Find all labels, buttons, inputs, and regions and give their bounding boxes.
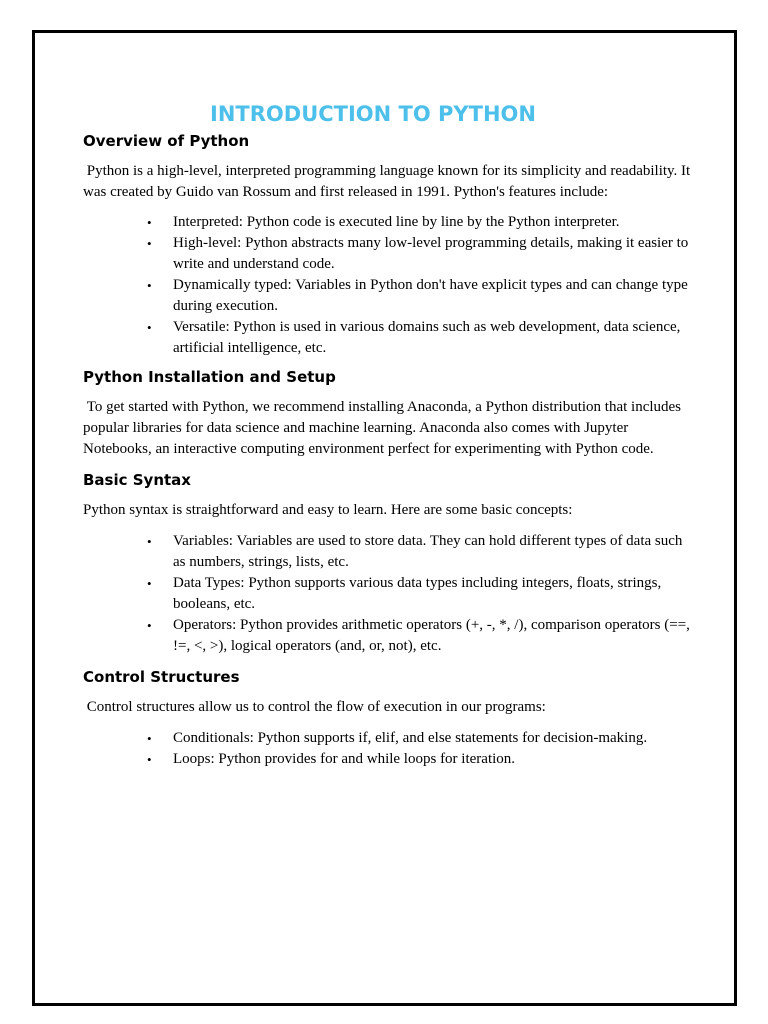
list-item: • Dynamically typed: Variables in Python don't have explicit types and can change type during execution. (83, 275, 693, 317)
list-item: • Variables: Variables are used to store data. They can hold different types of data such as numbers, strings, lists, etc. (83, 531, 693, 573)
section-heading-control-structures: Control Structures (83, 668, 240, 686)
list-item: • Conditionals: Python supports if, elif, and else statements for decision-making. (83, 728, 693, 749)
section-heading-overview: Overview of Python (83, 132, 250, 150)
section-paragraph-control-structures: Control structures allow us to control the flow of execution in our programs: (83, 699, 546, 715)
section-paragraph-basic-syntax: Python syntax is straightforward and easy to learn. Here are some basic concepts: (83, 502, 573, 518)
list-item: • Loops: Python provides for and while loops for iteration. (83, 749, 693, 770)
section-heading-installation: Python Installation and Setup (83, 368, 336, 386)
document-title: INTRODUCTION TO PYTHON (210, 102, 536, 126)
section-paragraph-overview: Python is a high-level, interpreted programming language known for its simplicity and readability. It was created by Guido van Rossum and first released in 1991. Python's features include: (83, 163, 694, 200)
list-item: • Versatile: Python is used in various domains such as web development, data science, artificial intelligence, etc. (83, 317, 693, 359)
list-item: • Interpreted: Python code is executed line by line by the Python interpreter. (83, 212, 693, 233)
section-heading-basic-syntax: Basic Syntax (83, 471, 191, 489)
section-paragraph-installation: To get started with Python, we recommend installing Anaconda, a Python distribution that includes popular libraries for data science and machine learning. Anaconda also comes with Jupyter Notebooks, an interactive computing environment perfect for experimenting with Python code. (83, 399, 685, 457)
list-item: • High-level: Python abstracts many low-level programming details, making it easier to write and understand code. (83, 233, 693, 275)
document-body (83, 100, 693, 770)
list-item: • Operators: Python provides arithmetic operators (+, -, *, /), comparison operators (==, !=, <, >), logical operators (and, or, not), etc. (83, 615, 693, 657)
bullet-list-control (83, 728, 693, 770)
list-item: • Data Types: Python supports various data types including integers, floats, strings, booleans, etc. (83, 573, 693, 615)
bullet-list-features (83, 212, 693, 359)
bullet-list-syntax (83, 531, 693, 657)
